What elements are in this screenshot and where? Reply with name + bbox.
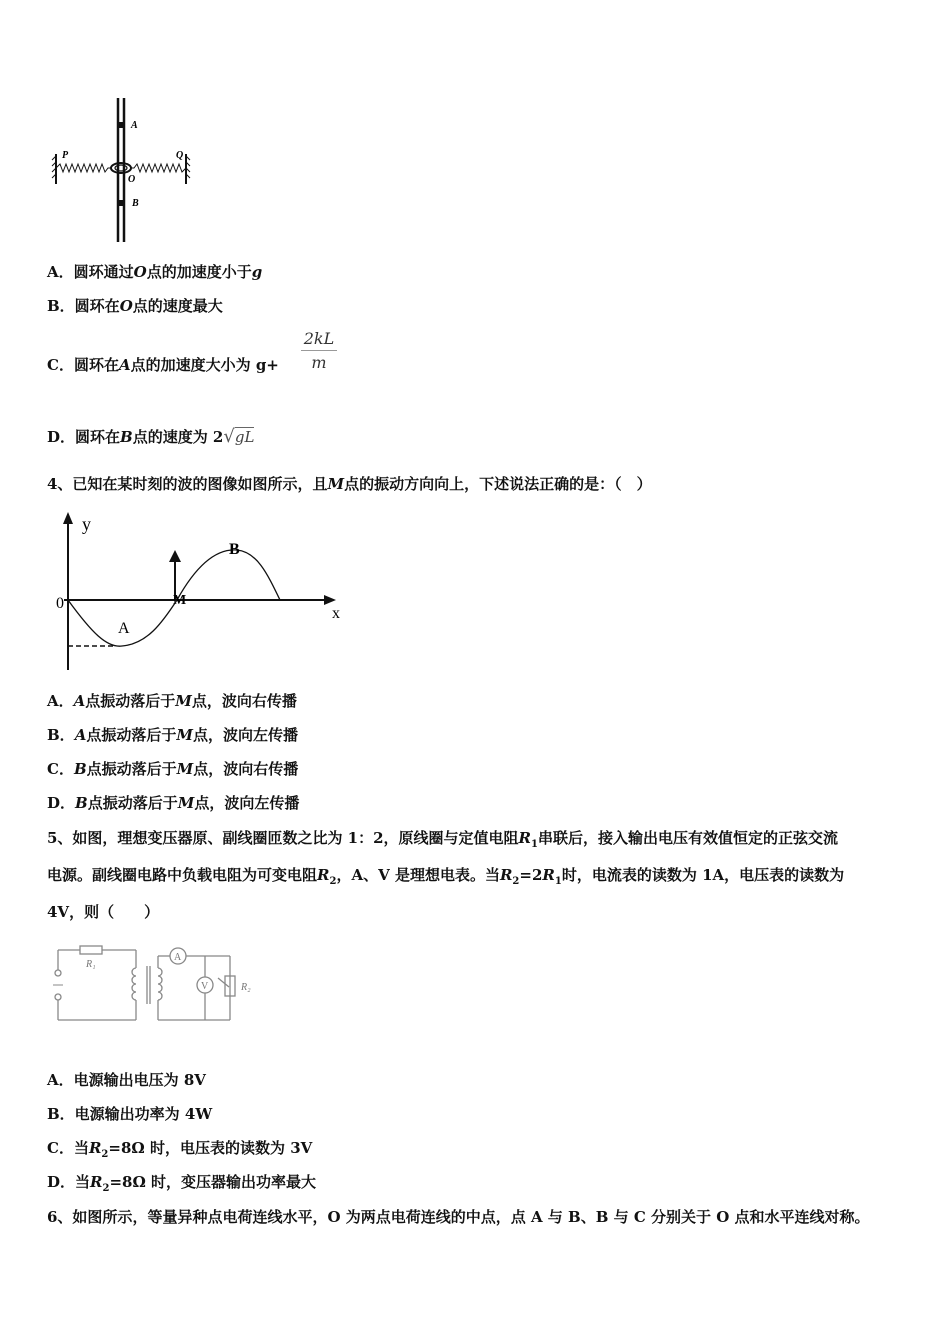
q4-d-tail: 点，波向左传播 bbox=[194, 794, 300, 812]
q5-option-a[interactable] bbox=[47, 1069, 206, 1090]
wave-graph bbox=[52, 508, 352, 678]
q5-d-text-a: D．当 bbox=[47, 1173, 91, 1191]
q5-l2-r2: R bbox=[499, 866, 513, 884]
q4-d-var2: M bbox=[177, 794, 195, 812]
q5-l1-a: 5、如图，理想变压器原、副线圈匝数之比为 1：2，原线圈与定值电阻 bbox=[47, 829, 519, 847]
q4-c-tail: 点，波向右传播 bbox=[193, 760, 299, 778]
q4-a-tail: 点，波向右传播 bbox=[191, 692, 297, 710]
q5-l2-sub: 2 bbox=[329, 876, 337, 887]
ring-spring-figure bbox=[48, 96, 198, 246]
q5-option-b[interactable] bbox=[47, 1103, 212, 1124]
q5-l1-sub: 1 bbox=[531, 839, 538, 850]
q5-l2-a: 电源。副线圈电路中负载电阻为可变电阻 bbox=[47, 866, 318, 884]
q3-d-sqrt-arg: gL bbox=[234, 428, 255, 446]
fig1-label-b: B bbox=[132, 198, 139, 209]
q3-c-prefix: C．圆环在 bbox=[47, 356, 119, 374]
q3-option-c[interactable] bbox=[47, 354, 279, 375]
q4-stem-b: 点的振动方向向上，下述说法正确的是：（ ） bbox=[344, 475, 652, 493]
q3-b-suffix: 点的速度最大 bbox=[132, 297, 223, 315]
q5-l2-c: =2 bbox=[519, 866, 543, 884]
circuit-label-voltmeter: V bbox=[201, 981, 209, 992]
q5-stem-line2 bbox=[47, 864, 844, 887]
q3-a-prefix: A．圆环通过 bbox=[47, 263, 134, 281]
q3-b-var: O bbox=[119, 297, 133, 315]
q5-l2-r3: R bbox=[542, 866, 555, 884]
q4-c-letter: C． bbox=[47, 760, 74, 778]
q3-option-d[interactable] bbox=[47, 426, 254, 447]
q4-a-var2: M bbox=[175, 692, 192, 710]
q5-c-r: R bbox=[88, 1139, 102, 1157]
wave-label-x: x bbox=[332, 605, 340, 622]
q5-option-c[interactable] bbox=[47, 1137, 312, 1160]
q3-d-prefix: D．圆环在 bbox=[47, 428, 121, 446]
q4-b-tail: 点，波向左传播 bbox=[192, 726, 298, 744]
q3-c-suffix: 点的加速度大小为 g+ bbox=[130, 356, 279, 374]
fig1-label-p: P bbox=[62, 150, 69, 161]
q4-b-letter: B． bbox=[47, 726, 75, 744]
q4-c-mid: 点振动落后于 bbox=[86, 760, 177, 778]
wave-label-b: B bbox=[229, 541, 240, 558]
q5-stem-line3 bbox=[47, 901, 159, 922]
q4-c-var2: M bbox=[176, 760, 194, 778]
circuit-label-ammeter: A bbox=[174, 952, 182, 963]
q5-a-text: A．电源输出电压为 8V bbox=[47, 1071, 206, 1089]
q5-l2-b: ，A、V 是理想电表。当 bbox=[336, 866, 500, 884]
q4-d-letter: D． bbox=[47, 794, 76, 812]
q5-c-text-a: C．当 bbox=[47, 1139, 89, 1157]
q3-c-fraction bbox=[301, 329, 337, 372]
q6-stem bbox=[47, 1206, 870, 1227]
q5-l1-b: 串联后，接入输出电压有效值恒定的正弦交流 bbox=[537, 829, 838, 847]
fig1-label-a: A bbox=[131, 120, 138, 131]
wave-label-y: y bbox=[82, 514, 91, 534]
q4-option-d[interactable] bbox=[47, 792, 299, 813]
wave-label-m: M bbox=[173, 593, 187, 608]
q3-option-b[interactable] bbox=[47, 295, 223, 316]
fig1-label-q: Q bbox=[176, 150, 184, 161]
q5-l1-r: R bbox=[518, 829, 532, 847]
q4-c-var: B bbox=[73, 760, 87, 778]
transformer-circuit bbox=[50, 940, 270, 1030]
q3-d-suffix: 点的速度为 2 bbox=[132, 428, 224, 446]
q5-c-sub: 2 bbox=[101, 1149, 109, 1160]
q5-d-text-b: =8Ω 时，变压器输出功率最大 bbox=[109, 1173, 317, 1191]
q3-a-var: O bbox=[133, 263, 147, 281]
q4-option-b[interactable] bbox=[47, 724, 298, 745]
q5-l3: 4V，则（ ） bbox=[47, 903, 160, 921]
q3-a-suffix: 点的加速度小于 bbox=[146, 263, 252, 281]
q5-l2-sub2: 2 bbox=[512, 876, 520, 887]
q3-b-prefix: B．圆环在 bbox=[47, 297, 120, 315]
q5-d-r: R bbox=[90, 1173, 103, 1191]
fig1-label-o: O bbox=[128, 174, 136, 185]
q3-option-a[interactable] bbox=[47, 261, 262, 282]
wave-label-a: A bbox=[118, 620, 130, 637]
q5-c-text-b: =8Ω 时，电压表的读数为 3V bbox=[108, 1139, 313, 1157]
q5-l2-sub3: 1 bbox=[554, 876, 562, 887]
q3-c-var: A bbox=[118, 356, 131, 374]
q3-c-numerator: 2kL bbox=[303, 329, 335, 348]
q3-a-var2: g bbox=[251, 263, 263, 281]
q5-stem-line1 bbox=[47, 827, 838, 850]
wave-label-origin: 0 bbox=[56, 595, 64, 612]
q4-d-mid: 点振动落后于 bbox=[87, 794, 178, 812]
q4-b-var2: M bbox=[176, 726, 193, 744]
q4-stem-var: M bbox=[327, 475, 345, 493]
q4-d-var: B bbox=[75, 794, 88, 812]
q4-a-var: A bbox=[73, 692, 86, 710]
q4-a-letter: A． bbox=[47, 692, 74, 710]
q4-b-var: A bbox=[74, 726, 87, 744]
q4-option-a[interactable] bbox=[47, 690, 297, 711]
q4-stem bbox=[47, 473, 652, 494]
q5-l2-d: 时，电流表的读数为 1A，电压表的读数为 bbox=[561, 866, 845, 884]
q5-d-sub: 2 bbox=[102, 1183, 110, 1194]
q4-stem-a: 4、已知在某时刻的波的图像如图所示，且 bbox=[47, 475, 328, 493]
q5-b-text: B．电源输出功率为 4W bbox=[47, 1105, 213, 1123]
circuit-label-r2: R₂ bbox=[241, 982, 251, 993]
q5-l2-r: R bbox=[317, 866, 330, 884]
circuit-label-r1: R₁ bbox=[86, 959, 96, 970]
q4-a-mid: 点振动落后于 bbox=[85, 692, 176, 710]
q4-b-mid: 点振动落后于 bbox=[86, 726, 177, 744]
q3-c-denominator: m bbox=[311, 353, 327, 372]
q6-stem-text: 6、如图所示，等量异种点电荷连线水平，O 为两点电荷连线的中点，点 A 与 B、B 与 C 分别关于 O 点和水平连线对称。 bbox=[47, 1208, 870, 1226]
q5-option-d[interactable] bbox=[47, 1171, 316, 1194]
q3-d-var: B bbox=[120, 428, 133, 446]
q4-option-c[interactable] bbox=[47, 758, 298, 779]
q3-d-sqrt-sign: √ bbox=[223, 426, 235, 447]
